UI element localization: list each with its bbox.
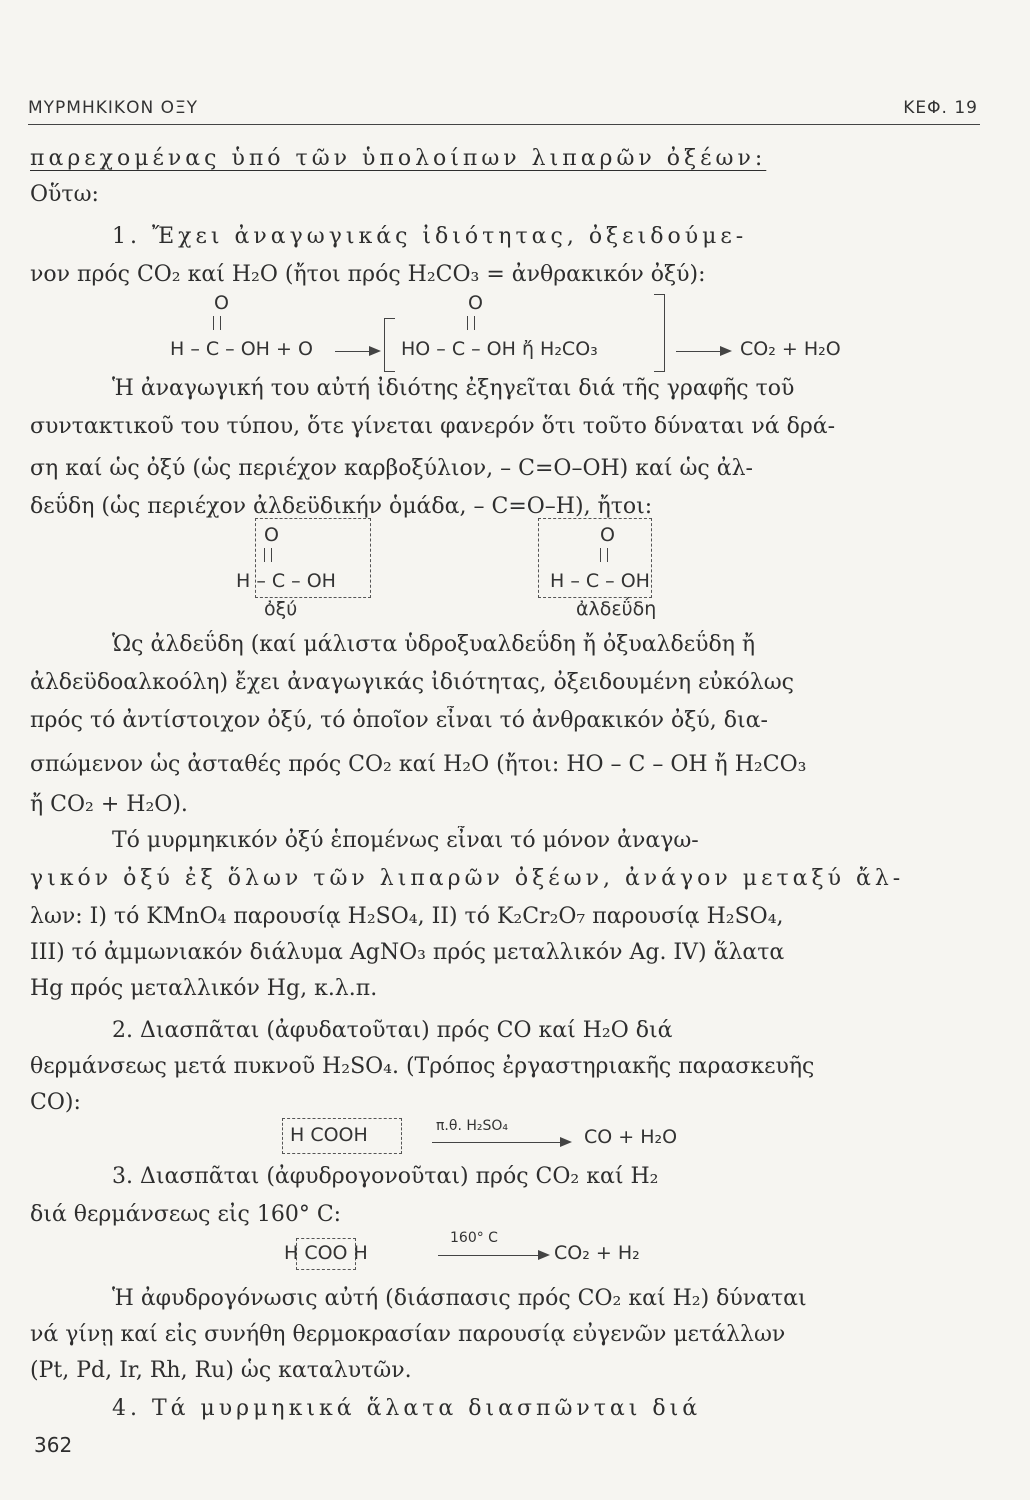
arrowhead (369, 346, 381, 356)
oxygen-atom: O (214, 292, 229, 314)
product-formula: CO₂ + H₂O (740, 338, 841, 360)
text-line: III) τό ἀμμωνιακόν διάλυμα AgNO₃ πρός μεταλλικόν Ag. IV) ἅλατα (30, 940, 785, 965)
aldehyde-label: ἀλδεΰδη (576, 598, 657, 620)
text-line: ἤ CO₂ + H₂O). (30, 792, 188, 817)
aldehyde-formula: H – C – OH (550, 570, 650, 592)
arrowhead (538, 1250, 550, 1260)
page-number: 362 (34, 1433, 73, 1457)
oxygen-atom: O (600, 524, 615, 546)
acid-label: ὀξύ (264, 598, 298, 620)
running-header-title: ΜΥΡΜΗΚΙΚΟΝ ΟΞΥ (28, 98, 199, 118)
double-bond (467, 316, 475, 330)
reaction-arrow (432, 1142, 562, 1143)
text-line: γικόν ὀξύ ἐξ ὅλων τῶν λιπαρῶν ὀξέων, ἀνάγον μεταξύ ἄλ- (30, 866, 905, 891)
text-line: σπώμενον ὡς ἀσταθές πρός CO₂ καί H₂O (ἤτοι: HO – C – OH ἤ H₂CO₃ (30, 752, 807, 777)
text-line: ἀλδεϋδοαλκοόλη) ἔχει ἀναγωγικάς ἰδιότητας, ὀξειδουμένη εὐκόλως (30, 670, 794, 695)
text-line: ση καί ὡς ὀξύ (ὡς περιέχον καρβοξύλιον, – C=O–OH) καί ὡς ἀλ- (30, 456, 753, 481)
text-line: 3. Διασπᾶται (ἀφυδρογονοῦται) πρός CO₂ καί H₂ (112, 1164, 659, 1189)
reaction-arrow (676, 351, 722, 352)
text-line: 4. Τά μυρμηκικά ἅλατα διασπῶνται διά (112, 1396, 702, 1421)
text-line: νά γίνῃ καί εἰς συνήθη θερμοκρασίαν παρουσίᾳ εὐγενῶν μετάλλων (30, 1322, 786, 1347)
text-line: 1. Ἔχει ἀναγωγικάς ἰδιότητας, ὀξειδούμε- (112, 224, 748, 249)
text-line: Ἡ ἀναγωγική του αὐτή ἰδιότης ἐξηγεῖται διά τῆς γραφῆς τοῦ (112, 376, 795, 401)
text-line: Ὡς ἀλδεΰδη (καί μάλιστα ὑδροξυαλδεΰδη ἤ ὀξυαλδεΰδη ἤ (112, 632, 756, 657)
text-line: CO): (30, 1090, 81, 1115)
text-line: Hg πρός μεταλλικόν Hg, κ.λ.π. (30, 976, 378, 1001)
text-line: θερμάνσεως μετά πυκνοῦ H₂SO₄. (Τρόπος ἐργαστηριακῆς παρασκευῆς (30, 1054, 815, 1079)
text-line: πρός τό ἀντίστοιχον ὀξύ, τό ὁποῖον εἶναι τό ἀνθρακικόν ὀξύ, δια- (30, 708, 768, 733)
text-line: (Pt, Pd, Ir, Rh, Ru) ὡς καταλυτῶν. (30, 1358, 412, 1383)
reaction-arrow (335, 351, 371, 352)
double-bond (264, 548, 272, 562)
reaction-condition: π.θ. H₂SO₄ (436, 1118, 509, 1134)
double-bond (600, 548, 608, 562)
oxygen-atom: O (264, 524, 279, 546)
running-header-chapter: ΚΕΦ. 19 (903, 98, 978, 118)
text-line: δεΰδη (ὡς περιέχον ἀλδεϋδικήν ὁμάδα, – C=O–H), ἤτοι: (30, 494, 653, 519)
text-line: λων: I) τό KMnO₄ παρουσίᾳ H₂SO₄, II) τό K₂Cr₂O₇ παρουσίᾳ H₂SO₄, (30, 904, 784, 929)
formic-acid-formula: H COO H (284, 1242, 368, 1264)
intermediate-formula: HO – C – OH ἤ H₂CO₃ (401, 338, 598, 360)
text-line: Ἡ ἀφυδρογόνωσις αὐτή (διάσπασις πρός CO₂ καί H₂) δύναται (112, 1286, 807, 1311)
reactant-formula: H – C – OH + O (170, 338, 313, 360)
right-bracket (654, 294, 665, 372)
text-line: 2. Διασπᾶται (ἀφυδατοῦται) πρός CO καί H₂O διά (112, 1018, 673, 1043)
reaction-condition: 160° C (450, 1230, 498, 1246)
header-rule (28, 124, 980, 125)
product-formula: CO₂ + H₂ (554, 1242, 640, 1264)
text-line: νον πρός CO₂ καί H₂O (ἤτοι πρός H₂CO₃ = ἀνθρακικόν ὀξύ): (30, 262, 706, 287)
text-line: Οὕτω: (30, 182, 99, 207)
arrowhead (720, 346, 732, 356)
text-line: διά θερμάνσεως εἰς 160° C: (30, 1202, 342, 1227)
text-line: παρεχομένας ὑπό τῶν ὑπολοίπων λιπαρῶν ὀξέων: (30, 146, 767, 171)
reaction-arrow (438, 1255, 540, 1256)
formic-acid-formula: H COOH (290, 1124, 368, 1146)
double-bond (213, 316, 221, 330)
oxygen-atom: O (468, 292, 483, 314)
acid-formula: H – C – OH (236, 570, 336, 592)
arrowhead (560, 1137, 572, 1147)
text-line: συντακτικοῦ του τύπου, ὅτε γίνεται φανερόν ὅτι τοῦτο δύναται νά δρά- (30, 414, 836, 439)
left-bracket (384, 318, 395, 372)
product-formula: CO + H₂O (584, 1126, 678, 1148)
text-line: Τό μυρμηκικόν ὀξύ ἑπομένως εἶναι τό μόνον ἀναγω- (112, 828, 699, 853)
